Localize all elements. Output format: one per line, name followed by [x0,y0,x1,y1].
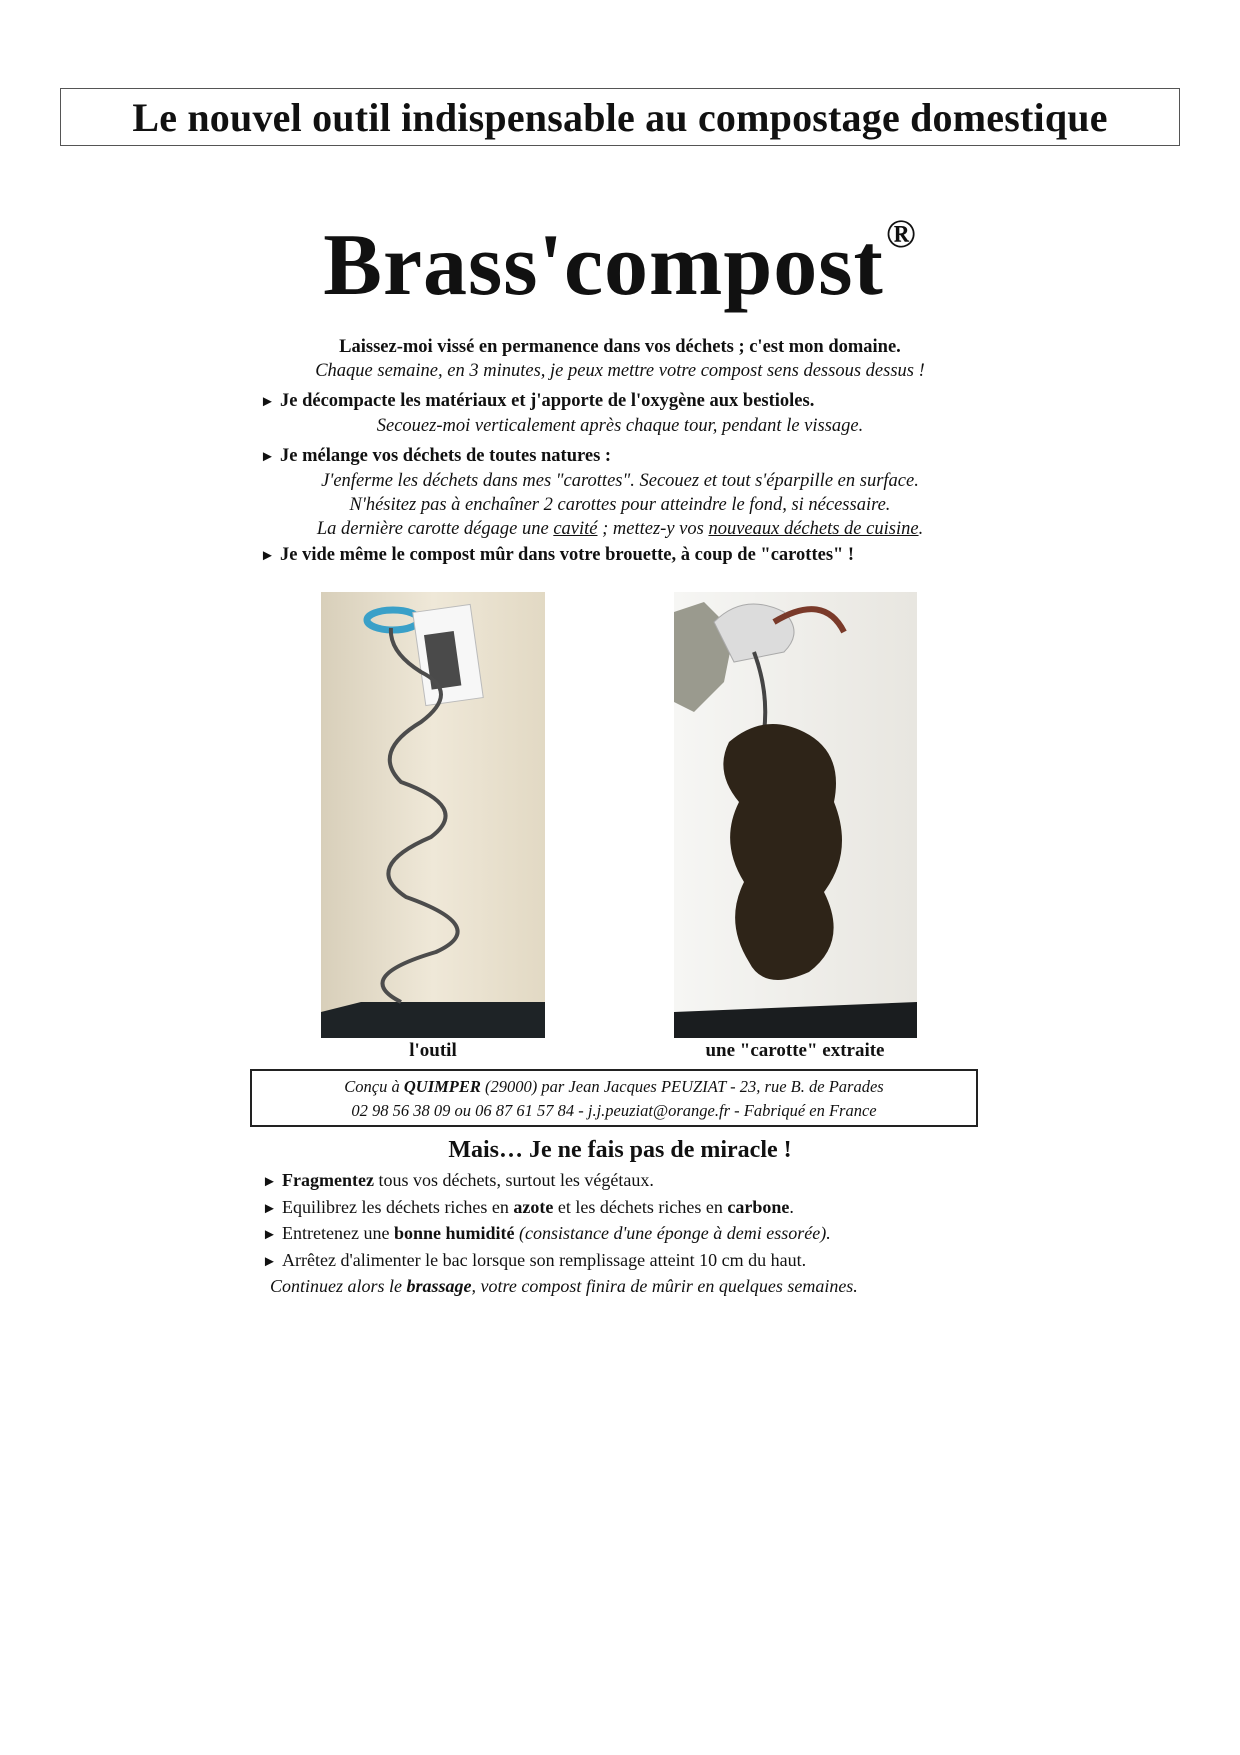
bullet-icon: ► [260,449,275,465]
core-photo [674,592,917,1038]
brand-logo [0,211,1240,314]
bullet-item: ► Je mélange vos déchets de toutes natures : [260,444,980,469]
credit-box [250,1069,978,1127]
bullet-icon: ► [260,548,275,564]
bullet-detail: La dernière carotte dégage une cavité ; mettez-y vos nouveaux déchets de cuisine. [316,519,924,539]
contact-line: 02 98 56 38 09 ou 06 87 61 57 84 - j.j.peuziat@orange.fr - Fabriqué en France [351,1101,877,1120]
core-caption: une "carotte" extraite [705,1040,885,1061]
intro-line: Chaque semaine, en 3 minutes, je peux mettre votre compost sens dessous dessus ! [315,361,925,381]
bullet-item: ► Je décompacte les matériaux et j'apporte de l'oxygène aux bestioles. [260,389,980,414]
bullet-icon: ► [262,1227,277,1243]
tip-item: ► Equilibrez les déchets riches en azote et les déchets riches en carbone. [262,1195,1022,1222]
tip-item: ► Fragmentez tous vos déchets, surtout les végétaux. [262,1168,1022,1195]
bullet-icon: ► [262,1174,277,1190]
bullet-icon: ► [262,1200,277,1217]
bullet-icon: ► [260,394,275,410]
page-title: Le nouvel outil indispensable au compostage domestique [132,94,1108,140]
bullet-detail: N'hésitez pas à enchaîner 2 carottes pour atteindre le fond, si nécessaire. [349,495,891,515]
bullet-item: ► Je vide même le compost mûr dans votre brouette, à coup de "carottes" ! [260,543,980,568]
bullet-detail: J'enferme les déchets dans mes "carottes". Secouez et tout s'éparpille en surface. [321,471,919,491]
intro-line: Laissez-moi vissé en permanence dans vos déchets ; c'est mon domaine. [339,337,901,357]
tip-conclusion: Continuez alors le brassage, votre compost finira de mûrir en quelques semaines. [270,1276,858,1296]
bullet-detail: Secouez-moi verticalement après chaque tour, pendant le vissage. [376,416,864,436]
tool-caption: l'outil [409,1040,457,1061]
tip-item: ► Arrêtez d'alimenter le bac lorsque son remplissage atteint 10 cm du haut. [262,1248,1022,1275]
credit-line: Conçu à QUIMPER (29000) par Jean Jacques PEUZIAT - 23, rue B. de Parades [344,1077,884,1096]
miracle-title: Mais… Je ne fais pas de miracle ! [448,1137,792,1163]
header-box [60,88,1180,146]
intro-section [260,335,980,568]
brand-name: Brass'compost [323,217,884,314]
tip-item: ► Entretenez une bonne humidité (consistance d'une éponge à demi essorée). [262,1221,1022,1248]
registered-mark: ® [885,211,917,256]
tool-photo [321,592,545,1038]
bullet-icon: ► [262,1253,277,1270]
tips-list [262,1168,1022,1299]
